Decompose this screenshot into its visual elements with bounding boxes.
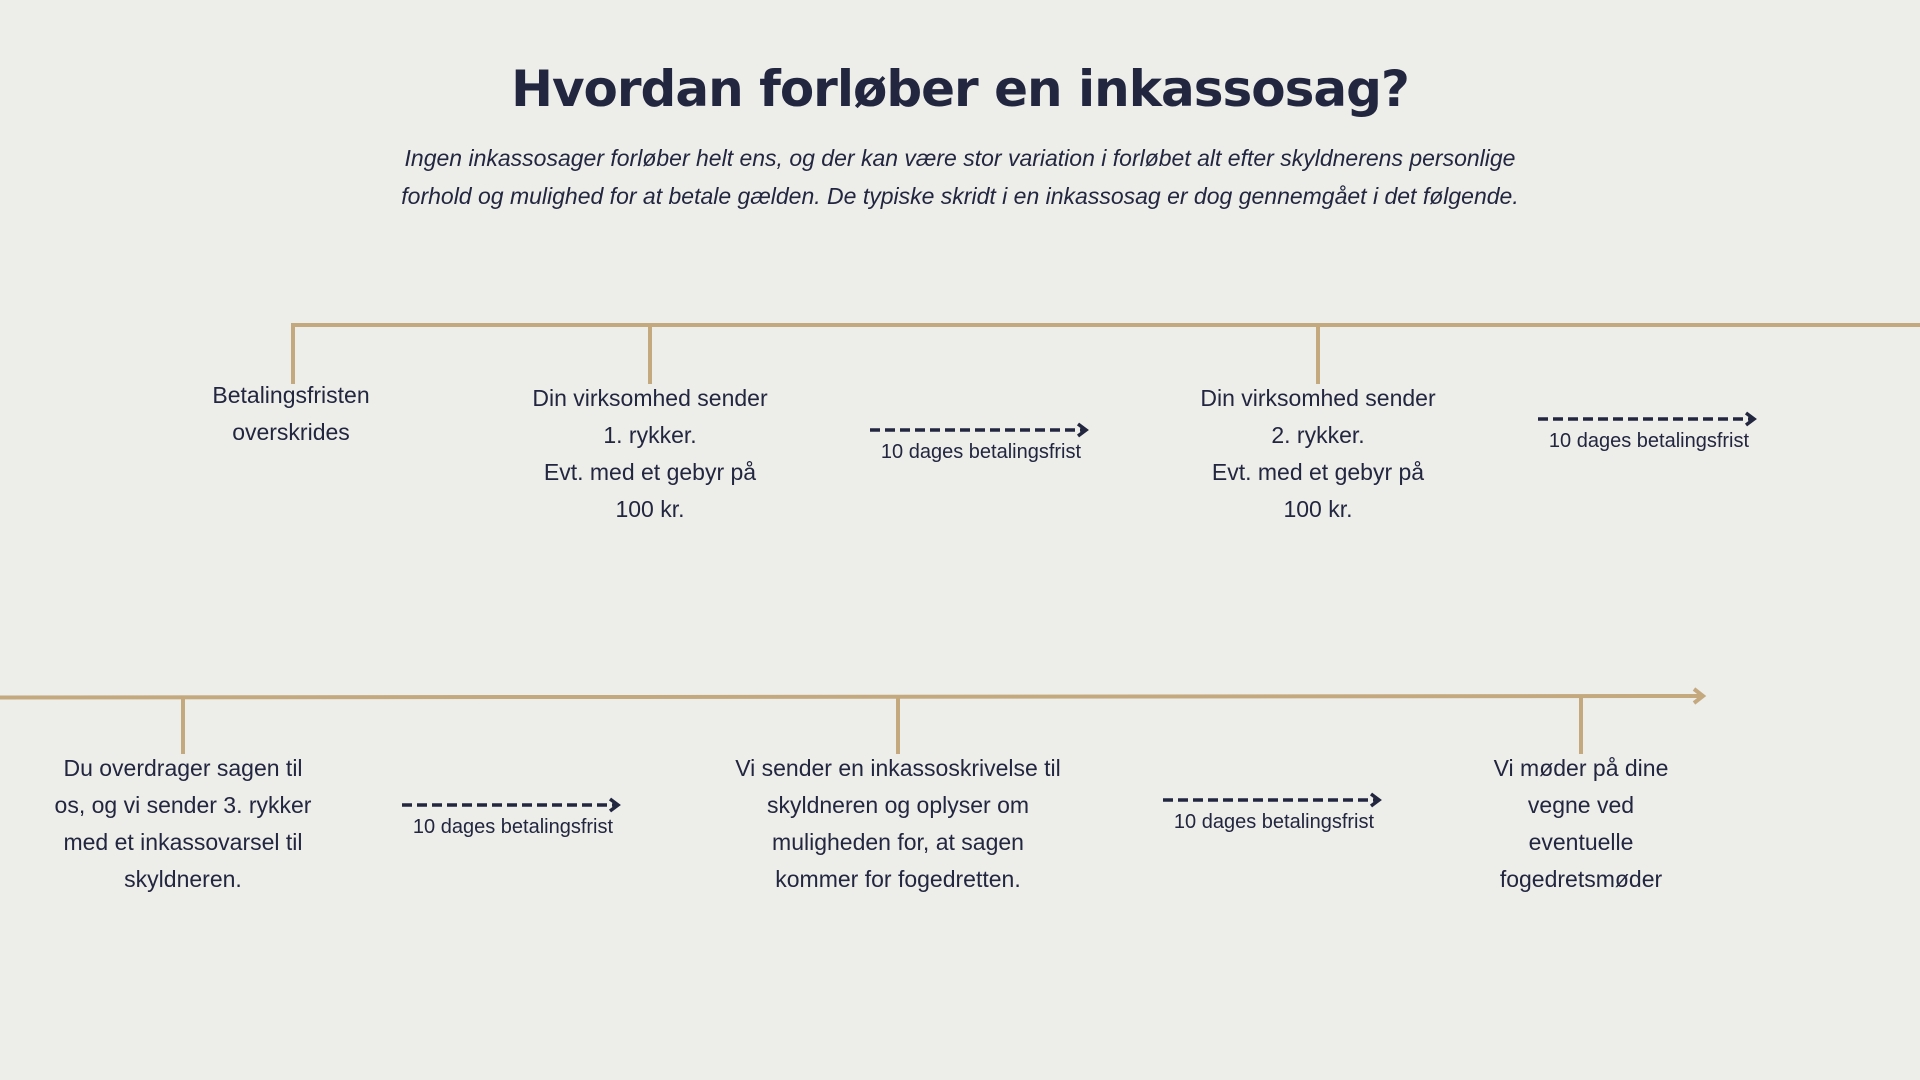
timeline-tick: [1316, 323, 1320, 384]
timeline-step-handover: Du overdrager sagen til os, og vi sender 3. rykker med et inkassovarsel til skyldneren.: [54, 755, 312, 892]
dashed-arrow-icon: [1163, 791, 1385, 809]
interval-arrow-4: [1163, 791, 1385, 834]
timeline-tick: [291, 323, 295, 384]
timeline-step-first-reminder: Din virksomhed sender 1. rykker. Evt. med et gebyr på 100 kr.: [532, 385, 768, 522]
dashed-arrow-icon: [402, 796, 624, 814]
intro-text: [260, 139, 1660, 215]
timeline-tick: [896, 697, 900, 754]
intro-line: Ingen inkassosager forløber helt ens, og der kan være stor variation i forløbet alt efter skyldnerens personlige: [404, 145, 1516, 171]
intro-line: forhold og mulighed for at betale gælden. De typiske skridt i en inkassosag er dog gennemgået i det følgende.: [401, 183, 1519, 209]
timeline-step-second-reminder: Din virksomhed sender 2. rykker. Evt. med et gebyr på 100 kr.: [1200, 385, 1436, 522]
timeline-tick: [1579, 696, 1583, 754]
page-title: Hvordan forløber en inkassosag?: [511, 60, 1409, 118]
timeline-step-collection-letter: Vi sender en inkassoskrivelse til skyldneren og oplyser om muligheden for, at sagen kommer for fogedretten.: [735, 755, 1061, 892]
interval-arrow-3: [402, 796, 624, 839]
timeline-tick: [648, 323, 652, 384]
interval-label: 10 dages betalingsfrist: [1173, 811, 1375, 833]
dashed-arrow-icon: [870, 421, 1092, 439]
timeline-step-overdue: Betalingsfristen overskrides: [212, 382, 370, 445]
interval-label: 10 dages betalingsfrist: [880, 441, 1082, 463]
timeline-tick: [181, 697, 185, 754]
interval-arrow-2: [1538, 410, 1760, 453]
dashed-arrow-icon: [1538, 410, 1760, 428]
interval-label: 10 dages betalingsfrist: [412, 816, 614, 838]
timeline-top-axis: [291, 323, 1920, 327]
interval-label: 10 dages betalingsfrist: [1548, 430, 1750, 452]
timeline-step-bailiff-court: Vi møder på dine vegne ved eventuelle fogedretsmøder: [1493, 755, 1669, 892]
interval-arrow-1: [870, 421, 1092, 464]
timeline-bottom-axis: [0, 685, 1720, 709]
